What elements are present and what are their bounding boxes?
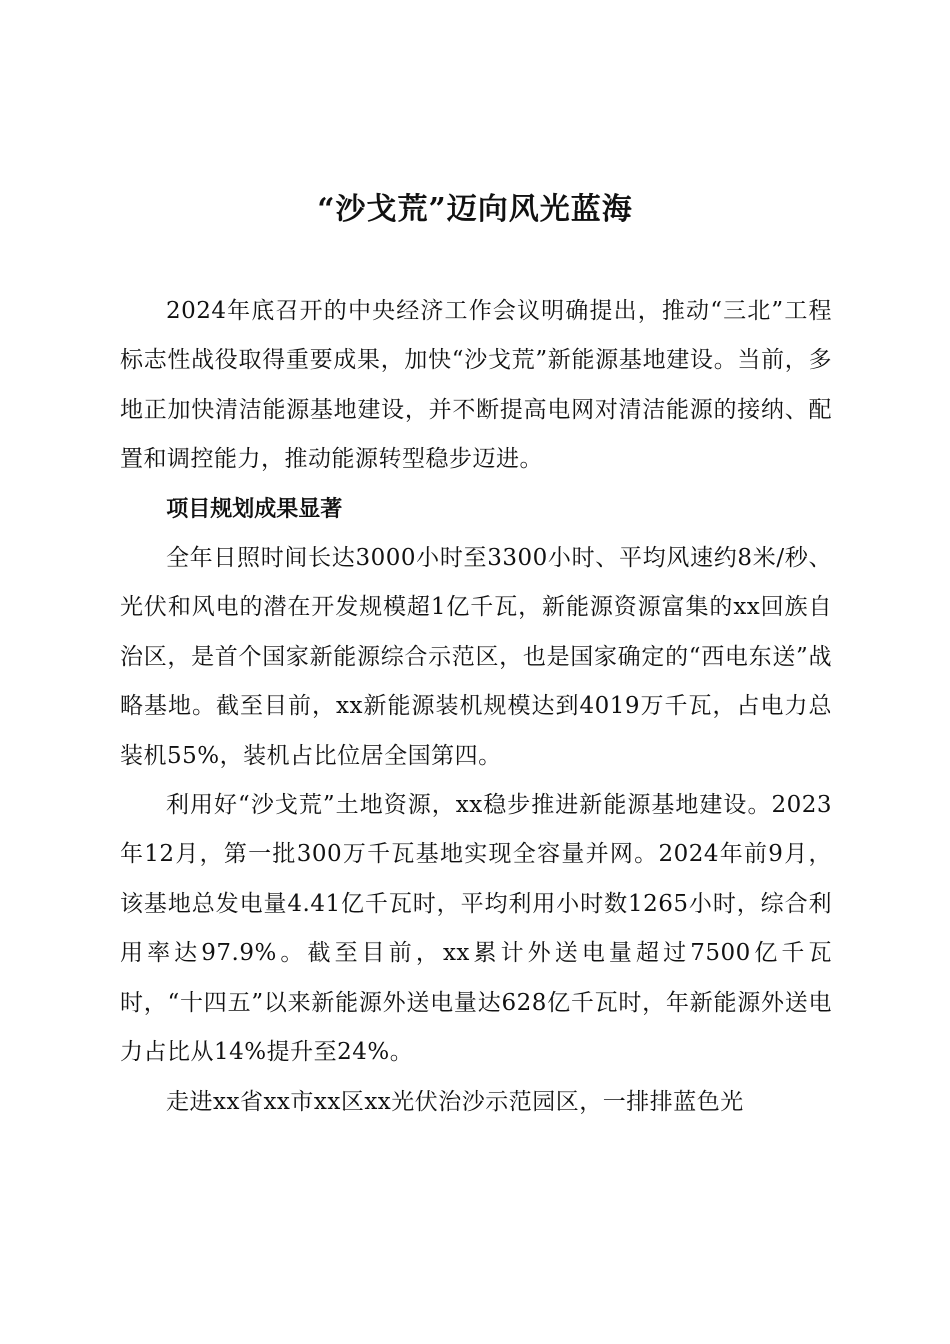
paragraph-intro: 2024年底召开的中央经济工作会议明确提出，推动“三北”工程标志性战役取得重要成果，加快“沙戈荒”新能源基地建设。当前，多地正加快清洁能源基地建设，并不断提高电网对清洁能源的接纳、配置和调控能力，推动能源转型稳步迈进。 <box>120 298 832 473</box>
paragraph-resources: 全年日照时间长达3000小时至3300小时、平均风速约8米/秒、光伏和风电的潜在开发规模超1亿千瓦，新能源资源富集的xx回族自治区，是首个国家新能源综合示范区，也是国家确定的“西电东送”战略基地。截至目前，xx新能源装机规模达到4019万千瓦，占电力总装机55%，装机占比位居全国第四。 <box>120 545 832 769</box>
paragraph-park: 走进xx省xx市xx区xx光伏治沙示范园区，一排排蓝色光 <box>166 1088 744 1115</box>
document-body <box>120 287 832 1127</box>
document-title: “沙戈荒”迈向风光蓝海 <box>317 192 633 227</box>
section-heading: 项目规划成果显著 <box>166 496 343 522</box>
paragraph-progress: 利用好“沙戈荒”土地资源，xx稳步推进新能源基地建设。2023年12月，第一批300万千瓦基地实现全容量并网。2024年前9月，该基地总发电量4.41亿千瓦时，平均利用小时数1265小时，综合利用率达97.9%。截至目前，xx累计外送电量超过7500亿千瓦时，“十四五”以来新能源外送电量达628亿千瓦时，年新能源外送电力占比从14%提升至24%。 <box>120 792 832 1066</box>
